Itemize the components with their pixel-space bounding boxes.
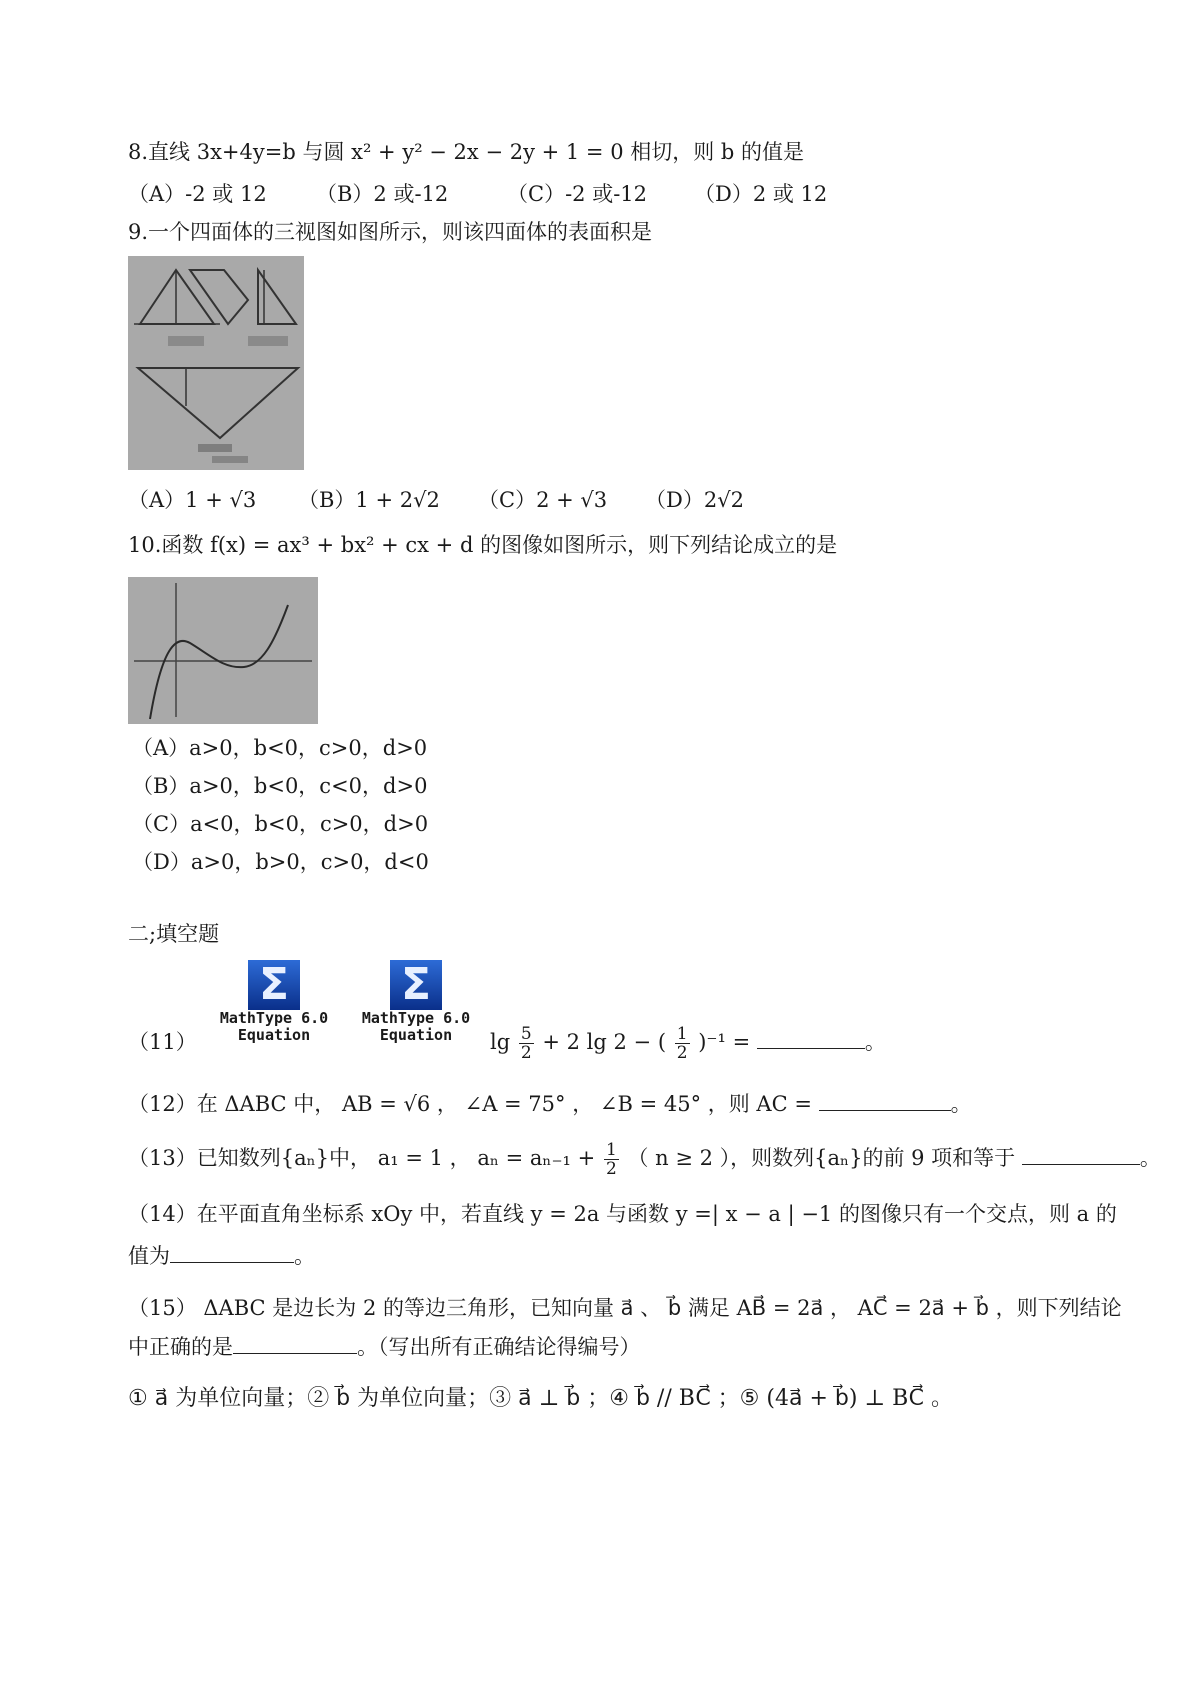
q10-option-a: （A）a>0，b<0，c>0，d>0 [132, 736, 428, 760]
q14-period: 。 [294, 1244, 315, 1268]
mathtype-sublabel: Equation [379, 1026, 453, 1044]
q13-answer-blank[interactable] [1022, 1144, 1140, 1165]
q11-lg: lg [490, 1030, 511, 1054]
mathtype-label: MathType 6.0 [219, 1009, 329, 1027]
mathtype-label: MathType 6.0 [361, 1009, 471, 1027]
q13-stem-b: （ n ≥ 2 ），则数列{aₙ}的前 9 项和等于 [627, 1146, 1016, 1170]
q11-fraction-1-2: $\frac{1}{2}$ [676, 1024, 688, 1063]
q12-stem: （12）在 ΔABC 中， AB = √6 ， ∠A = 75° ， ∠B = 45° ，则 AC = [128, 1092, 812, 1116]
q11-fraction-5-2: $\frac{5}{2}$ [520, 1024, 532, 1063]
q9-three-view-figure [128, 256, 304, 470]
q9-stem: 9.一个四面体的三视图如图所示，则该四面体的表面积是 [128, 220, 653, 244]
q11-number: （11） [128, 1030, 197, 1054]
q10-graph-figure [128, 577, 318, 724]
mathtype-equation-object-1[interactable] [214, 960, 334, 1050]
q8-option-b: （B）2 或-12 [316, 182, 449, 206]
q15-line1: （15） ΔABC 是边长为 2 的等边三角形，已知向量 a⃗ 、 b⃗ 满足 AB⃗ = 2a⃗ ， AC⃗ = 2a⃗ + b⃗ ，则下列结论 [128, 1296, 1122, 1320]
q9-option-c: （C）2 + √3 [478, 488, 608, 512]
q9-option-b: （B）1 + 2√2 [298, 488, 440, 512]
q14-line1: （14）在平面直角坐标系 xOy 中，若直线 y = 2a 与函数 y =| x − a | −1 的图像只有一个交点，则 a 的 [128, 1202, 1117, 1226]
q10-option-c: （C）a<0，b<0，c>0，d>0 [132, 812, 429, 836]
q12-answer-blank[interactable] [819, 1090, 951, 1111]
q14-line2 [128, 1241, 315, 1271]
q11-period: 。 [864, 1030, 886, 1054]
q12-period: 。 [950, 1092, 972, 1116]
q13-stem-a: （13）已知数列{aₙ}中， a₁ = 1 ， aₙ = aₙ₋₁ + [128, 1146, 596, 1170]
q15-label: 中正确的是 [128, 1335, 233, 1359]
q11-answer-blank[interactable] [757, 1028, 865, 1049]
q12-text [128, 1089, 972, 1119]
q13-period: 。 [1139, 1146, 1161, 1170]
mathtype-sublabel: Equation [237, 1026, 311, 1044]
q15-answer-blank[interactable] [233, 1333, 357, 1354]
q10-stem: 10.函数 f(x) = ax³ + bx² + cx + d 的图像如图所示，则下列结论成立的是 [128, 533, 838, 557]
q8-option-c: （C）-2 或-12 [507, 182, 648, 206]
q11-expression [490, 1020, 886, 1064]
q14-answer-blank[interactable] [170, 1242, 294, 1263]
q14-label: 值为 [128, 1244, 170, 1268]
q11-exponent: )⁻¹ = [698, 1030, 751, 1054]
q13-fraction-1-2: $\frac{1}{2}$ [605, 1140, 617, 1179]
q15-statements: ① a⃗ 为单位向量；② b⃗ 为单位向量；③ a⃗ ⊥ b⃗ ；④ b⃗ // BC⃗ ；⑤ (4a⃗ + b⃗) ⊥ BC⃗ 。 [128, 1386, 954, 1411]
q15-instruction: 。（写出所有正确结论得编号） [357, 1335, 641, 1359]
q15-line2 [128, 1332, 641, 1362]
q11-middle: + 2 lg 2 − ( [542, 1030, 667, 1054]
q10-option-b: （B）a>0，b<0，c<0，d>0 [132, 774, 428, 798]
q8-stem: 8.直线 3x+4y=b 与圆 x² + y² − 2x − 2y + 1 = 0 相切，则 b 的值是 [128, 140, 805, 164]
q8-option-a: （A）-2 或 12 [128, 182, 267, 206]
mathtype-equation-object-2[interactable] [356, 960, 476, 1050]
q13-text [128, 1136, 1161, 1180]
section-title: 二;填空题 [128, 922, 220, 946]
sigma-icon: Σ [248, 960, 300, 1010]
q9-option-a: （A）1 + √3 [128, 488, 257, 512]
sigma-icon: Σ [390, 960, 442, 1010]
q8-option-d: （D）2 或 12 [694, 182, 828, 206]
q10-option-d: （D）a>0，b>0，c>0，d<0 [132, 850, 429, 874]
q9-option-d: （D）2√2 [645, 488, 744, 512]
